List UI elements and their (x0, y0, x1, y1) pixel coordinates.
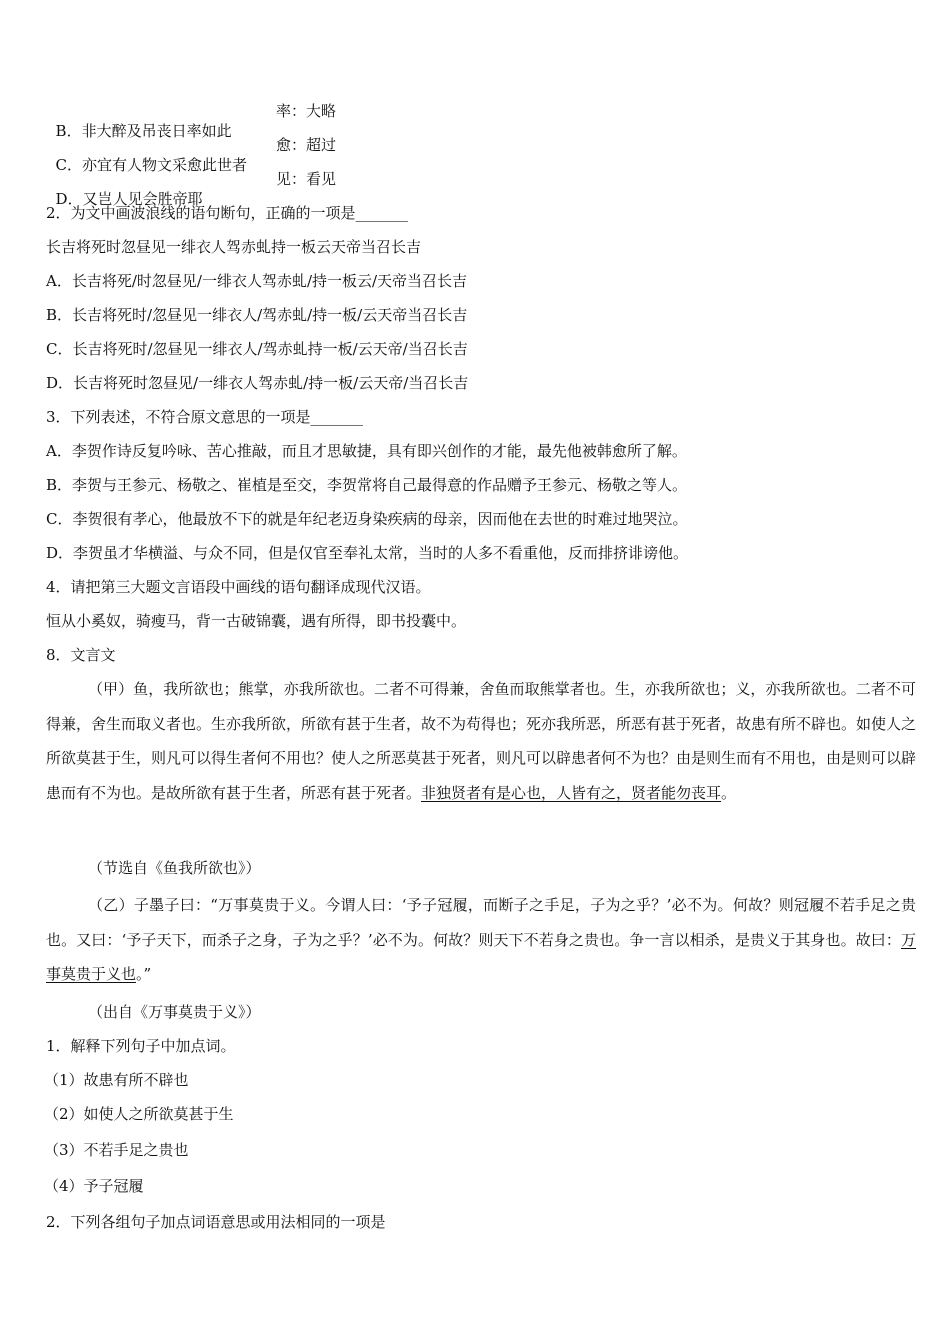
question-2-option-c: C．长吉将死时/忽昼见一绯衣人/驾赤虬持一板/云天帝/当召长吉 (46, 340, 468, 358)
question-8-1-item-4: （4）予子冠履 (44, 1177, 144, 1195)
option-text: C．亦宜有人物文采愈此世者 (55, 156, 248, 174)
question-2-option-a: A．长吉将死/时忽昼见/一绯衣人驾赤虬/持一板云/天帝当召长吉 (46, 272, 468, 290)
question-8-2-stem: 2．下列各组句子加点词语意思或用法相同的一项是 (46, 1213, 386, 1231)
option-gloss: 见：看见 (276, 170, 337, 188)
question-2-sentence: 长吉将死时忽昼见一绯衣人驾赤虬持一板云天帝当召长吉 (46, 238, 422, 256)
question-2-stem: 2．为文中画波浪线的语句断句，正确的一项是_______ (46, 204, 409, 222)
passage-yi-text: （乙）子墨子曰：“万事莫贵于义。今谓人曰：‘予子冠履，而断子之手足，子为之乎？’必不为。何故？则冠履不若手足之贵也。又曰：‘予子天下，而杀子之身，子为之乎？’必不为。何故？则天下不若身之贵也。争一言以相杀，是贵义于其身也。故曰： (46, 896, 916, 949)
passage-yi-source: （出自《万事莫贵于义》） (88, 1003, 261, 1021)
passage-jia-end: 。 (721, 783, 737, 802)
question-2-option-b: B．长吉将死时/忽昼见一绯衣人/驾赤虬/持一板/云天帝当召长吉 (46, 306, 468, 324)
passage-jia-underline: 非独贤者有是心也，人皆有之，贤者能勿丧耳 (421, 783, 722, 802)
question-3-option-a: A．李贺作诗反复吟咏、苦心推敲，而且才思敏捷，具有即兴创作的才能，最先他被韩愈所了解。 (46, 442, 687, 460)
question-3-option-b: B．李贺与王参元、杨敬之、崔植是至交，李贺常将自己最得意的作品赠予王参元、杨敬之等人。 (46, 476, 688, 494)
question-8-1-stem: 1．解释下列句子中加点词。 (46, 1037, 236, 1055)
question-3-stem: 3．下列表述，不符合原文意思的一项是_______ (46, 408, 364, 426)
passage-yi-paragraph (46, 888, 916, 992)
passage-yi (46, 888, 916, 992)
question-8-1-item-1: （1）故患有所不辟也 (44, 1071, 189, 1089)
passage-jia-text: （甲）鱼，我所欲也；熊掌，亦我所欲也。二者不可得兼，舍鱼而取熊掌者也。生，亦我所欲也；义，亦我所欲也。二者不可得兼，舍生而取义者也。生亦我所欲，所欲有甚于生者，故不为苟得也；死亦我所恶，所恶有甚于死者，故患有所不辟也。如使人之所欲莫甚于生，则凡可以得生者何不用也？使人之所恶莫甚于死者，则凡可以辟患者何不为也？由是则生而有不用也，由是则可以辟患而有不为也。是故所欲有甚于生者，所恶有甚于死者。 (46, 680, 917, 802)
question-8-1-item-2: （2）如使人之所欲莫甚于生 (44, 1105, 234, 1123)
question-4-stem: 4．请把第三大题文言语段中画线的语句翻译成现代汉语。 (46, 578, 431, 596)
section-8-title: 8．文言文 (46, 646, 116, 664)
passage-jia-source: （节选自《鱼我所欲也》） (88, 859, 261, 877)
question-3-option-d: D．李贺虽才华横溢、与众不同，但是仅官至奉礼太常，当时的人多不看重他，反而排挤诽谤他。 (46, 544, 689, 562)
passage-yi-underline: 万事莫贵于义也 (46, 930, 916, 983)
option-text: B．非大醉及吊丧日率如此 (55, 122, 232, 140)
option-text: D．又岂人见会胜帝耶 (55, 190, 203, 208)
option-gloss: 率：大略 (276, 102, 337, 120)
question-4-sentence: 恒从小奚奴，骑瘦马，背一古破锦囊，遇有所得，即书投囊中。 (46, 612, 467, 630)
question-2-option-d: D．长吉将死时忽昼见/一绯衣人驾赤虬/持一板/云天帝/当召长吉 (46, 374, 469, 392)
question-3-option-c: C．李贺很有孝心，他最放不下的就是年纪老迈身染疾病的母亲，因而他在去世的时难过地哭泣。 (46, 510, 688, 528)
passage-jia (46, 672, 916, 810)
question-8-1-item-3: （3）不若手足之贵也 (44, 1141, 189, 1159)
passage-yi-end: 。” (136, 965, 152, 983)
option-gloss: 愈：超过 (276, 136, 337, 154)
passage-jia-paragraph (46, 672, 916, 810)
